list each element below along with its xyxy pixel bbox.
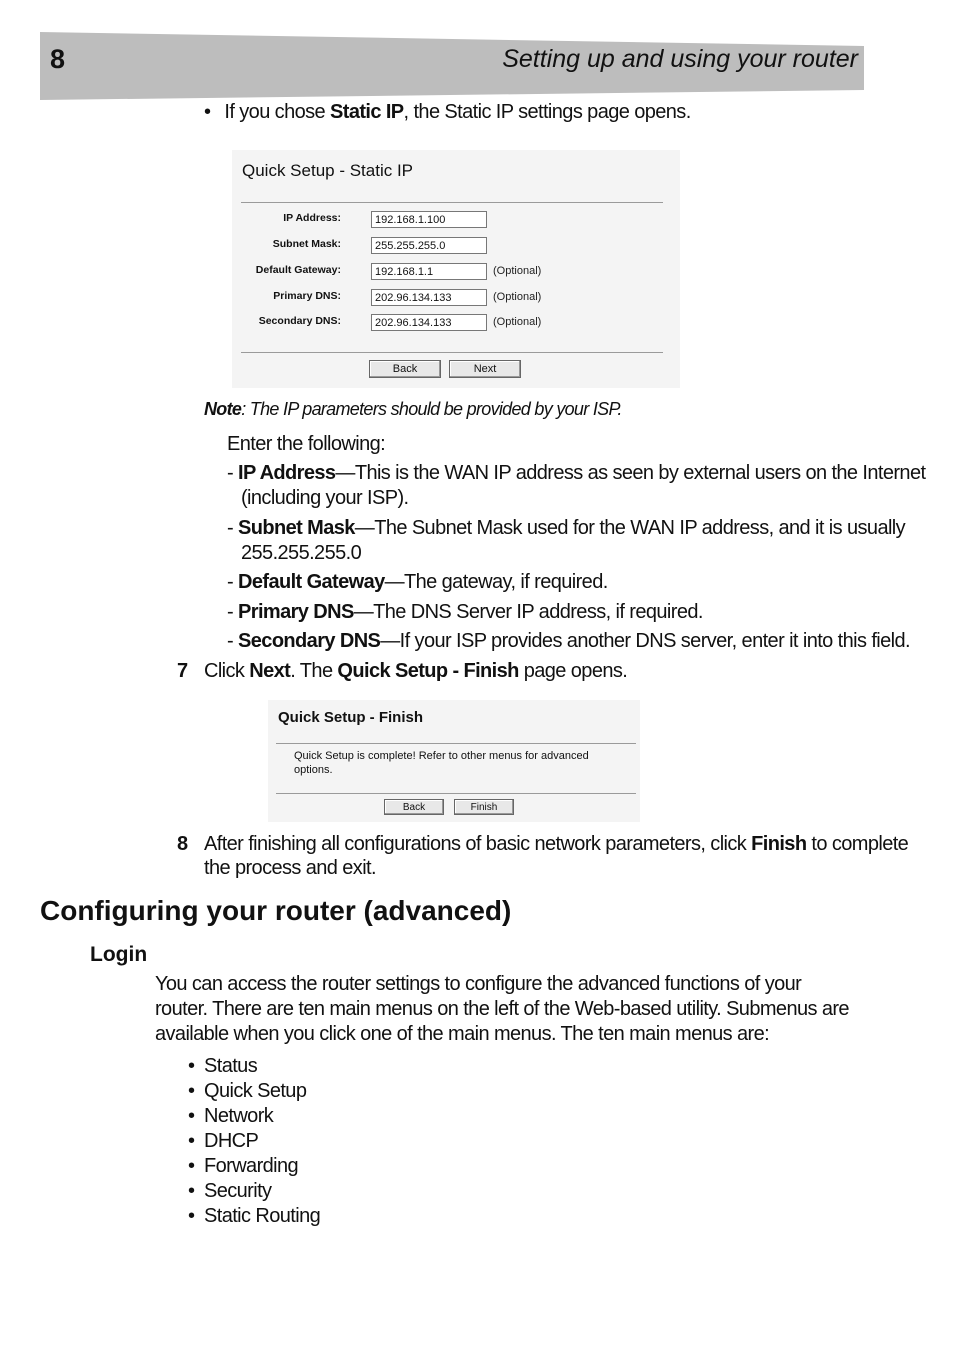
definition-subnet-mask-cont: 255.255.255.0 — [241, 542, 362, 564]
intro-bullet: • If you chose Static IP, the Static IP settings page opens. — [204, 101, 691, 123]
primary-dns-input[interactable] — [371, 289, 487, 306]
finish-screenshot — [268, 700, 640, 822]
ip-address-label: IP Address: — [283, 212, 341, 224]
running-head: Setting up and using your router — [502, 45, 858, 73]
secondary-dns-label: Secondary DNS: — [258, 315, 341, 327]
section-heading: Configuring your router (advanced) — [40, 895, 512, 926]
finish-message: Quick Setup is complete! Refer to other menus for advanced options. — [294, 750, 589, 776]
secondary-dns-input[interactable] — [371, 314, 487, 331]
step-7: 7 Click Next. The Quick Setup - Finish page opens. — [177, 660, 628, 682]
definition-ip-address-cont: (including your ISP). — [241, 487, 409, 509]
main-menu-list — [188, 1054, 320, 1229]
screen-title: Quick Setup - Finish — [278, 709, 424, 726]
back-button[interactable]: Back — [384, 799, 444, 815]
definition-primary-dns: - Primary DNS—The DNS Server IP address, if required. — [227, 601, 703, 623]
divider — [241, 202, 663, 203]
list-item: • DHCP — [188, 1129, 320, 1154]
definition-secondary-dns: - Secondary DNS—If your ISP provides another DNS server, enter it into this field. — [227, 630, 910, 652]
definition-default-gateway: - Default Gateway—The gateway, if required. — [227, 571, 608, 593]
subnet-mask-input[interactable] — [371, 237, 487, 254]
list-item: • Static Routing — [188, 1204, 320, 1229]
note: Note: The IP parameters should be provided by your ISP. — [204, 399, 622, 419]
default-gateway-input[interactable] — [371, 263, 487, 280]
list-item: • Status — [188, 1054, 320, 1079]
definition-ip-address: - IP Address—This is the WAN IP address as seen by external users on the Internet — [227, 462, 926, 484]
list-item: • Security — [188, 1179, 320, 1204]
subsection-heading: Login — [90, 943, 148, 966]
static-ip-screenshot — [232, 150, 680, 388]
primary-dns-label: Primary DNS: — [273, 290, 341, 302]
screen-title: Quick Setup - Static IP — [242, 161, 414, 180]
optional-hint: (Optional) — [493, 316, 542, 328]
optional-hint: (Optional) — [493, 265, 542, 277]
divider — [276, 743, 636, 744]
list-item: • Quick Setup — [188, 1079, 320, 1104]
next-button[interactable]: Next — [449, 360, 521, 378]
finish-button[interactable]: Finish — [454, 799, 514, 815]
step-8: 8 After finishing all configurations of basic network parameters, click Finish to complete — [177, 833, 909, 855]
divider — [276, 793, 636, 794]
definition-subnet-mask: - Subnet Mask—The Subnet Mask used for the WAN IP address, and it is usually — [227, 517, 906, 539]
enter-following: Enter the following: — [227, 433, 386, 455]
list-item: • Forwarding — [188, 1154, 320, 1179]
login-paragraph: You can access the router settings to configure the advanced functions of your router. There are ten main menus on the left of the Web-based utility. Submenus are available when you click one of the main menus. The ten main menus are: — [155, 973, 849, 1045]
page-number: 8 — [50, 44, 66, 74]
step-8-cont: the process and exit. — [204, 857, 376, 879]
back-button[interactable]: Back — [369, 360, 441, 378]
list-item: • Network — [188, 1104, 320, 1129]
ip-address-input[interactable] — [371, 211, 487, 228]
default-gateway-label: Default Gateway: — [255, 264, 341, 276]
divider — [241, 352, 663, 353]
optional-hint: (Optional) — [493, 291, 542, 303]
subnet-mask-label: Subnet Mask: — [272, 238, 341, 250]
